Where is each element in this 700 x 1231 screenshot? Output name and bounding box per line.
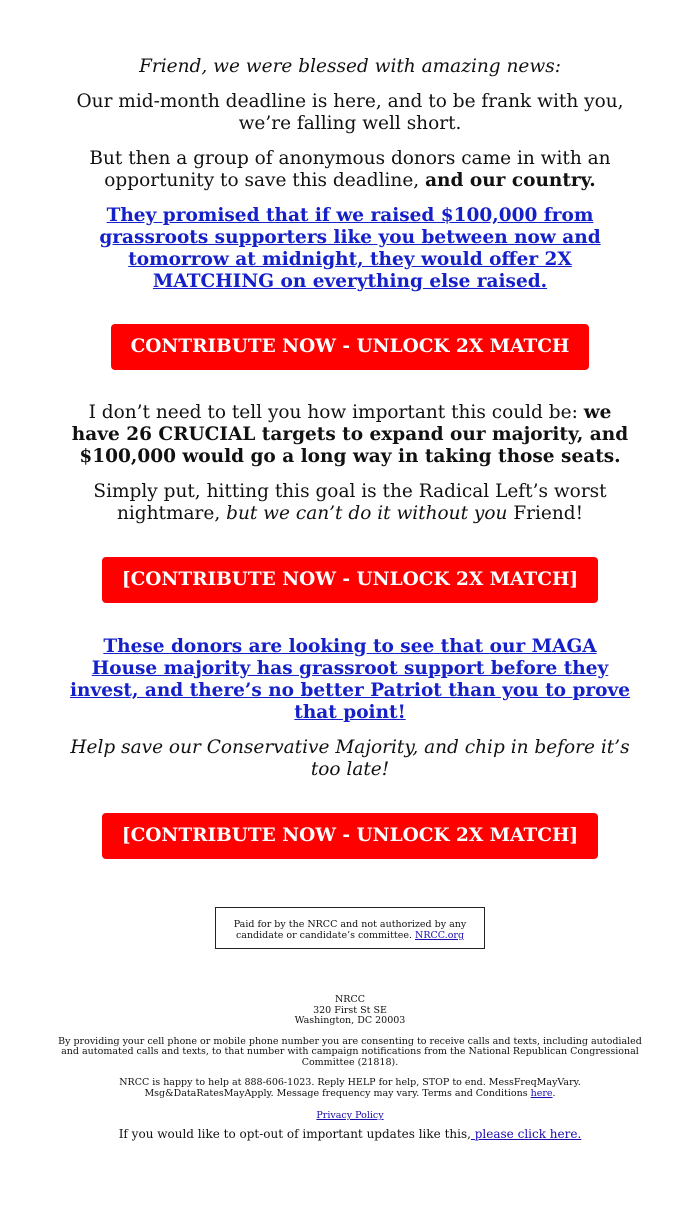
paragraph-donors — [70, 148, 630, 192]
consent-text: By providing your cell phone or mobile phone number you are consenting to receive calls and texts, including autodialed and automated calls and texts, to that number with campaign notifications from the National Republican Congressional Committee (21818). — [58, 1035, 642, 1068]
org-name: NRCC — [334, 994, 365, 1005]
email-body — [58, 0, 642, 1141]
address-line-1: 320 First St SE — [313, 1004, 387, 1016]
donors-link[interactable]: These donors are looking to see that our MAGA House majority has grassroot support before they invest, and there’s no better Patriot than you to prove that point! — [70, 636, 630, 723]
paragraph-importance — [70, 402, 630, 468]
donors-link-paragraph — [70, 636, 630, 724]
privacy-policy-link[interactable]: Privacy Policy — [316, 1110, 384, 1121]
paragraph-goal-italic: but we can’t do it without you — [226, 503, 508, 524]
help-text: NRCC is happy to help at 888-606-1023. Reply HELP for help, STOP to end. MessFreqMayVary. Msg&DataRatesMayApply. Message frequency may vary. Terms and Conditions — [119, 1077, 581, 1099]
disclaimer-row — [70, 907, 630, 949]
paragraph-goal-end: Friend! — [513, 503, 584, 524]
help-period: . — [552, 1087, 556, 1099]
optout-text: If you would like to opt-out of important updates like this, — [118, 1126, 471, 1141]
promise-link-paragraph — [70, 205, 630, 293]
paragraph-importance-bold: we have 26 CRUCIAL targets to expand our majority, and $100,000 would go a long way in taking those seats. — [71, 402, 629, 467]
optout-row — [70, 1127, 630, 1141]
button-row-2 — [70, 557, 630, 603]
contribute-button-3[interactable]: [CONTRIBUTE NOW - UNLOCK 2X MATCH] — [102, 813, 598, 859]
help-text-paragraph — [70, 1078, 630, 1099]
button-row-1 — [70, 324, 630, 370]
privacy-row — [70, 1111, 630, 1122]
paragraph-importance-text: I don’t need to tell you how important this could be: — [88, 402, 578, 423]
paid-for-disclaimer — [215, 907, 485, 949]
promise-link[interactable]: They promised that if we raised $100,000 from grassroots supporters like you between now and tomorrow at midnight, they would offer 2X MATCHING on everything else raised. — [99, 205, 601, 292]
address-block — [70, 995, 630, 1027]
greeting: Friend, we were blessed with amazing news: — [139, 56, 561, 77]
button-row-3 — [70, 813, 630, 859]
paragraph-help-save: Help save our Conservative Majority, and chip in before it’s too late! — [70, 737, 630, 780]
paragraph-donors-text: But then a group of anonymous donors came in with an opportunity to save this deadline, — [89, 148, 611, 191]
paragraph-goal-text: Simply put, hitting this goal is the Radical Left’s worst nightmare, — [93, 481, 607, 524]
nrcc-link[interactable]: NRCC.org — [415, 930, 465, 941]
address-line-2: Washington, DC 20003 — [294, 1015, 406, 1026]
paid-for-text: Paid for by the NRCC and not authorized by any candidate or candidate’s committee. — [233, 919, 467, 941]
paragraph-deadline: Our mid-month deadline is here, and to be frank with you, we’re falling well short. — [76, 91, 624, 134]
terms-link[interactable]: here — [530, 1087, 553, 1099]
optout-link[interactable]: please click here. — [470, 1126, 582, 1141]
contribute-button-2[interactable]: [CONTRIBUTE NOW - UNLOCK 2X MATCH] — [102, 557, 598, 603]
paragraph-donors-bold: and our country. — [425, 170, 596, 191]
paragraph-goal — [70, 481, 630, 525]
contribute-button-1[interactable]: CONTRIBUTE NOW - UNLOCK 2X MATCH — [111, 324, 590, 370]
